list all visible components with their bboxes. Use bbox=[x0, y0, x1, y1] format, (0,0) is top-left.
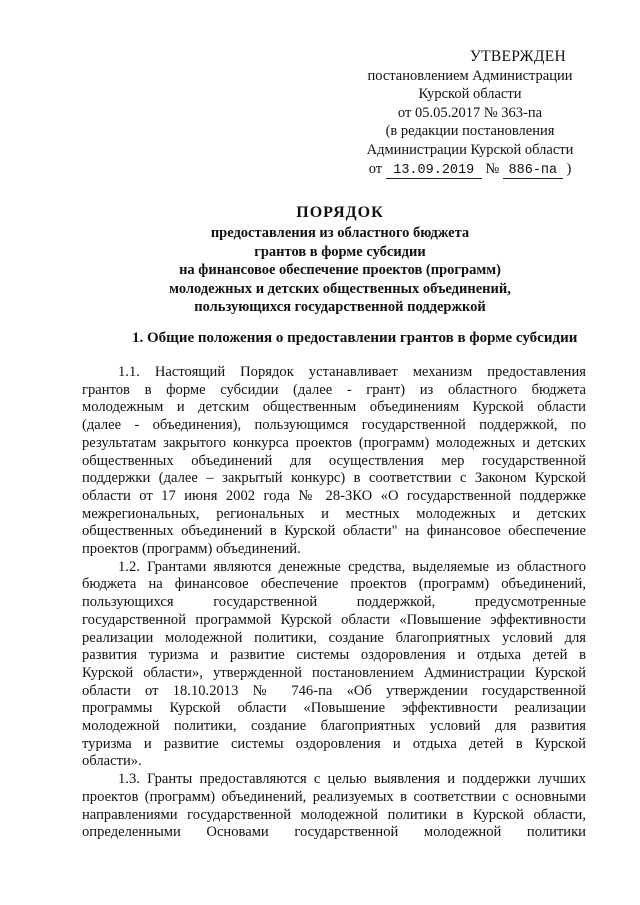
text-line: молодежным и детским общественным объединениям Курской области bbox=[82, 399, 586, 416]
amendment-number: 886-па bbox=[503, 163, 563, 179]
text-line: Курской области», утвержденной постановлением Администрации Курской bbox=[82, 664, 586, 681]
text-line: общественных объединений для осуществления мер государственной bbox=[82, 452, 586, 469]
approval-block bbox=[336, 48, 604, 179]
amendment-date-line bbox=[336, 160, 604, 179]
text-line: межрегиональных, региональных и местных молодежных и детских bbox=[82, 505, 586, 522]
text-line: проектов (программ) объединений. bbox=[82, 541, 301, 558]
document-subtitle-line: грантов в форме субсидии bbox=[254, 243, 426, 260]
approval-line: Администрации Курской области bbox=[366, 141, 574, 158]
text-line: 1.1. Настоящий Порядок устанавливает механизм предоставления bbox=[118, 364, 586, 380]
text-line: туризма и развитие системы оздоровления и отдыха детей в Курской bbox=[82, 735, 586, 752]
text-line: бюджета на финансовое обеспечение проектов (программ) объединений, bbox=[82, 576, 586, 593]
text-line: поддержки (далее – закрытый конкурс) в соответствии с Законом Курской bbox=[82, 470, 586, 487]
paragraph-1-2 bbox=[82, 559, 586, 771]
text-line: 1.3. Гранты предоставляются с целью выявления и поддержки лучших bbox=[118, 771, 586, 788]
document-title-block bbox=[90, 204, 590, 316]
text-line: молодежной политики, создание благоприятных условий для развития bbox=[82, 718, 586, 735]
text-line: области от 17 июня 2002 года № 28-ЗКО «О государственной поддержке bbox=[82, 487, 586, 504]
text-line: области». bbox=[82, 753, 142, 770]
date-prefix: от bbox=[368, 160, 383, 177]
document-subtitle-line: молодежных и детских общественных объединений, bbox=[169, 280, 511, 297]
paragraph-1-3 bbox=[82, 771, 586, 842]
approval-title: УТВЕРЖДЕН bbox=[469, 48, 566, 65]
text-line: области от 18.10.2013 № 746-па «Об утверждении государственной bbox=[82, 682, 586, 699]
body-text bbox=[82, 364, 586, 842]
paragraph-1-1 bbox=[82, 364, 586, 559]
document-title: ПОРЯДОК bbox=[296, 204, 384, 221]
text-line: государственной программой Курской области «Повышение эффективности bbox=[82, 611, 586, 628]
text-line: направлениями государственной молодежной политики в Курской области, bbox=[82, 806, 586, 823]
text-line: программы Курской области «Повышение эффективности реализации bbox=[82, 700, 586, 717]
document-subtitle-line: на финансовое обеспечение проектов (программ) bbox=[179, 262, 501, 279]
text-line: грантов в форме субсидии (далее - грант) из областного бюджета bbox=[82, 381, 586, 398]
text-line: развития туризма и развитие системы оздоровления и отдыха детей в bbox=[82, 647, 586, 664]
closing-paren: ) bbox=[566, 160, 572, 177]
number-prefix: № bbox=[485, 160, 500, 177]
text-line: определенными Основами государственной молодежной политики bbox=[82, 824, 586, 841]
text-line: общественных объединений в Курской области" на финансовое обеспечение bbox=[82, 523, 586, 540]
amendment-date: 13.09.2019 bbox=[386, 163, 482, 179]
document-subtitle-line: пользующихся государственной поддержкой bbox=[194, 299, 486, 316]
section-heading: 1. Общие положения о предоставлении грантов в форме субсидии bbox=[132, 330, 578, 346]
text-line: результатам закрытого конкурса проектов (программ) молодежных и детских bbox=[82, 434, 586, 451]
approval-line: от 05.05.2017 № 363-па bbox=[397, 104, 543, 121]
text-line: 1.2. Грантами являются денежные средства, выделяемые из областного bbox=[118, 558, 586, 575]
text-line: реализации молодежной политики, создание благоприятных условий для bbox=[82, 629, 586, 646]
approval-line: постановлением Администрации bbox=[367, 67, 573, 84]
approval-line: (в редакции постановления bbox=[385, 123, 555, 140]
document-subtitle-line: предоставления из областного бюджета bbox=[210, 225, 470, 242]
approval-line: Курской области bbox=[418, 86, 522, 103]
text-line: (далее - объединения), пользующимся государственной поддержкой, по bbox=[82, 417, 586, 434]
text-line: проектов (программ) объединений, реализуемых в соответствии с основными bbox=[82, 788, 586, 805]
text-line: пользующихся государственной поддержкой, предусмотренные bbox=[82, 594, 586, 611]
